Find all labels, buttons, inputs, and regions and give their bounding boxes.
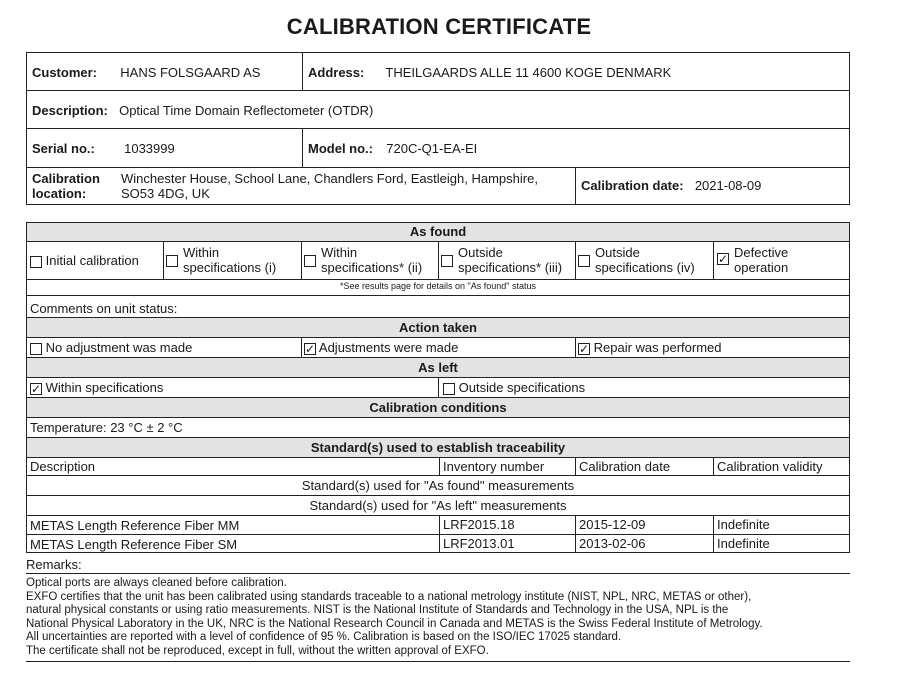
calibration-date-label: Calibration date: bbox=[581, 178, 684, 193]
column-description: Description bbox=[30, 459, 96, 474]
serial-label: Serial no.: bbox=[32, 141, 95, 156]
temperature-text: Temperature: 23 °C ± 2 °C bbox=[30, 420, 183, 435]
address-value: THEILGAARDS ALLE 11 4600 KOGE DENMARK bbox=[385, 65, 672, 80]
action-repair-performed[interactable]: ✓ Repair was performed bbox=[578, 340, 722, 355]
action-adjustments-made[interactable]: ✓ Adjustments were made bbox=[304, 340, 458, 355]
model-label: Model no.: bbox=[308, 141, 373, 156]
as-found-option-defective[interactable]: ✓ Defective operation bbox=[717, 245, 788, 275]
status-table: As found Initial calibration Within specifications (i) Within specifications* (ii) Outside specifications* (iii) Outside specifications (iv) ✓ Defective operation *See results page for details on "As found" status Comments on unit status: Action taken No adjustment was made ✓ Adjustments were made ✓ Repair was performed As left ✓ Within specifications Outside specifications Calibration conditions Temperature: 23 °C ± 2 °C Standard(s) used to establish traceability Description Inventory number Calibration date Calibration validity Standard(s) used for "As found" measurements Standard(s) used for "As left" measurements METAS Length Reference Fiber MM LRF2015.18 2015-12-09 Indefinite METAS Length Reference Fiber SM LRF2013.01 2013-02-06 Indefinite bbox=[26, 222, 850, 553]
as-found-option-initial[interactable]: Initial calibration bbox=[30, 253, 139, 268]
column-inventory-number: Inventory number bbox=[443, 459, 545, 474]
checkbox-within-specifications-i[interactable] bbox=[166, 255, 178, 267]
checkbox-adjustments-made[interactable] bbox=[304, 343, 316, 355]
checkbox-defective-operation[interactable] bbox=[717, 253, 729, 265]
calibration-conditions-header: Calibration conditions bbox=[27, 398, 849, 417]
checkbox-repair-performed[interactable] bbox=[578, 343, 590, 355]
action-taken-header: Action taken bbox=[27, 318, 849, 337]
as-found-option-within-i[interactable]: Within specifications (i) bbox=[166, 245, 276, 275]
location-label-line1: Calibration bbox=[32, 171, 100, 186]
checkbox-outside-specifications-iii[interactable] bbox=[441, 255, 453, 267]
comments-label: Comments on unit status: bbox=[30, 301, 178, 316]
customer-value: HANS FOLSGAARD AS bbox=[120, 65, 261, 80]
as-found-standards-row: Standard(s) used for "As found" measurements bbox=[301, 478, 575, 493]
standards-header: Standard(s) used to establish traceability bbox=[27, 438, 849, 457]
remarks-label: Remarks: bbox=[26, 557, 82, 572]
checkbox-no-adjustment[interactable] bbox=[30, 343, 42, 355]
checkbox-outside-specifications-iv[interactable] bbox=[578, 255, 590, 267]
as-found-option-within-ii[interactable]: Within specifications* (ii) bbox=[304, 245, 422, 275]
remarks-text: Optical ports are always cleaned before calibration. EXFO certifies that the unit has been calibrated using standards traceable to a national metrology institute (NIST, NPL, NRC, METAS or other), natural physical constants or using ratio measurements. NIST is the National Institute of Standards and Technology in the USA, NPL is the National Physical Laboratory in the UK, NRC is the National Research Council in Canada and METAS is the Swiss Federal Institute of Metrology. All uncertainties are reported with a level of confidence of 95 %. Calibration is based on the ISO/IEC 17025 standard. The certificate shall not be reproduced, except in full, without the written approval of EXFO. bbox=[26, 577, 763, 657]
serial-value: 1033999 bbox=[124, 141, 175, 156]
description-value: Optical Time Domain Reflectometer (OTDR) bbox=[119, 103, 374, 118]
as-found-option-outside-iv[interactable]: Outside specifications (iv) bbox=[578, 245, 695, 275]
action-no-adjustment[interactable]: No adjustment was made bbox=[30, 340, 192, 355]
as-left-header: As left bbox=[27, 358, 849, 377]
description-label: Description: bbox=[32, 103, 108, 118]
location-value-line1: Winchester House, School Lane, Chandlers Ford, Eastleigh, Hampshire, bbox=[121, 171, 538, 186]
checkbox-within-specifications-ii[interactable] bbox=[304, 255, 316, 267]
calibration-date-value: 2021-08-09 bbox=[694, 178, 762, 193]
column-calibration-validity: Calibration validity bbox=[717, 459, 823, 474]
model-value: 720C-Q1-EA-EI bbox=[386, 141, 478, 156]
checkbox-as-left-outside[interactable] bbox=[443, 383, 455, 395]
as-found-header: As found bbox=[27, 223, 849, 241]
as-left-within[interactable]: ✓ Within specifications bbox=[30, 380, 163, 395]
checkbox-as-left-within[interactable] bbox=[30, 383, 42, 395]
certificate-title: CALIBRATION CERTIFICATE bbox=[286, 14, 592, 39]
column-calibration-date: Calibration date bbox=[579, 459, 671, 474]
as-found-note: *See results page for details on "As found" status bbox=[339, 281, 536, 291]
as-found-option-outside-iii[interactable]: Outside specifications* (iii) bbox=[441, 245, 562, 275]
as-left-outside[interactable]: Outside specifications bbox=[443, 380, 585, 395]
info-table bbox=[26, 52, 850, 205]
as-left-standards-row: Standard(s) used for "As left" measurements bbox=[309, 498, 567, 513]
address-label: Address: bbox=[308, 65, 365, 80]
checkbox-initial-calibration[interactable] bbox=[30, 256, 42, 268]
customer-label: Customer: bbox=[32, 65, 98, 80]
location-label-line2: location: bbox=[32, 186, 87, 201]
location-value-line2: SO53 4DG, UK bbox=[121, 186, 210, 201]
